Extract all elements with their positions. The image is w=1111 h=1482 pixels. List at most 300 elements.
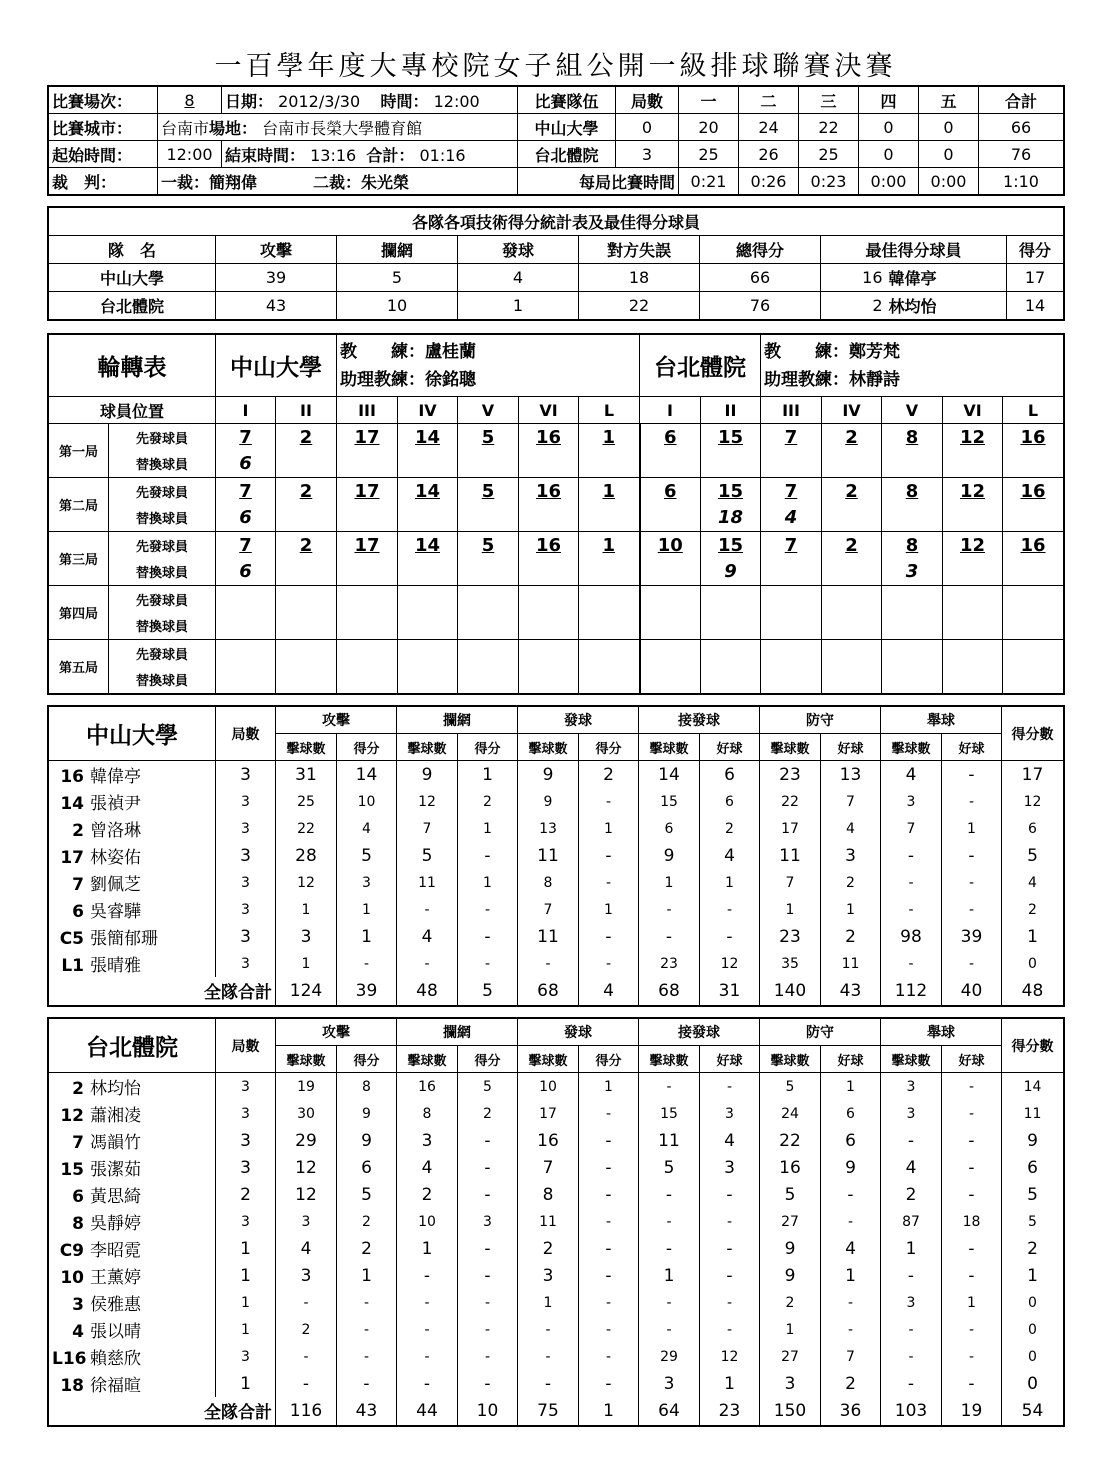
player-stat: 1: [397, 1235, 458, 1262]
page-title: 一百學年度大專校院女子組公開一級排球聯賽決賽: [214, 51, 897, 82]
player-stat: 7: [518, 1154, 579, 1181]
sub-number: [701, 451, 761, 478]
sub-number: [1003, 451, 1064, 478]
player-stat: -: [881, 1316, 942, 1343]
starter-label: 先發球員: [109, 586, 216, 613]
player-number: 4: [72, 1322, 84, 1342]
best-player-no: 16: [821, 264, 886, 292]
player-stat: -: [942, 788, 1002, 815]
summary-serve: 1: [458, 292, 579, 320]
player-stat: 2: [821, 869, 881, 896]
player-number: C9: [59, 1241, 84, 1261]
stats-sub-header: 得分: [458, 1046, 518, 1073]
position-header: III: [761, 397, 822, 424]
sub-number: [579, 613, 640, 640]
player-stat: 6: [1002, 815, 1064, 842]
player-stat: 1: [579, 815, 639, 842]
set-label: 第一局: [49, 424, 109, 478]
player-stat: -: [337, 1370, 397, 1397]
score-cell: 24: [739, 114, 799, 141]
player-stat: 3: [639, 1370, 700, 1397]
player-stat: 2: [216, 1181, 276, 1208]
player-cell: [49, 923, 216, 950]
starter-number: [640, 586, 701, 613]
player-cell: [49, 1100, 216, 1127]
set-time: 0:23: [799, 168, 859, 195]
player-stat: 3: [216, 761, 276, 789]
sub-number: [882, 667, 943, 694]
score-header: 一: [679, 87, 739, 114]
summary-row: [49, 264, 1064, 292]
rotation-sub-row: [49, 667, 1064, 694]
player-stat: 3: [700, 1100, 760, 1127]
player-stat: 8: [337, 1073, 397, 1101]
player-stat: 5: [1002, 1208, 1064, 1235]
player-name: 張潔茹: [90, 1160, 141, 1180]
player-stat: 1: [216, 1316, 276, 1343]
player-cell: [49, 1343, 216, 1370]
sub-number: [882, 505, 943, 532]
team-stats-table-b: [48, 1018, 1064, 1426]
player-stat: 1: [1002, 1262, 1064, 1289]
score-cell: 22: [799, 114, 859, 141]
player-stat: 14: [639, 761, 700, 789]
position-header: V: [458, 397, 519, 424]
score-header: 二: [739, 87, 799, 114]
best-player-no: 2: [821, 292, 886, 320]
stats-group-header: 發球: [518, 1019, 639, 1046]
rotation-sub-row: [49, 505, 1064, 532]
player-stat: 3: [458, 1208, 518, 1235]
starter-number: 6: [640, 424, 701, 451]
player-stat: -: [518, 1316, 579, 1343]
sub-number: [579, 451, 640, 478]
sub-number: [458, 559, 519, 586]
starter-number: [943, 586, 1003, 613]
player-number: C5: [59, 929, 84, 949]
referee1: 簡翔偉: [209, 172, 258, 192]
player-cell: [49, 1262, 216, 1289]
player-stat: 11: [397, 869, 458, 896]
stats-points-header: 得分數: [1002, 1019, 1064, 1073]
player-stat: -: [579, 1370, 639, 1397]
player-stat: 10: [518, 1073, 579, 1101]
starter-number: [398, 640, 458, 667]
player-stat: 1: [700, 869, 760, 896]
end-label: 結束時間：: [225, 145, 306, 165]
starter-number: 8: [882, 424, 943, 451]
sub-number: [398, 613, 458, 640]
summary-attack: 39: [216, 264, 337, 292]
player-stat: 3: [216, 1100, 276, 1127]
player-cell: [49, 1154, 216, 1181]
team-total-value: 40: [942, 977, 1002, 1005]
player-stat: -: [397, 896, 458, 923]
sub-number: 9: [701, 559, 761, 586]
rotation-set-row: [49, 532, 1064, 559]
player-stat: -: [579, 1262, 639, 1289]
player-stat: -: [518, 1343, 579, 1370]
starter-number: [822, 586, 882, 613]
team-total-value: 19: [942, 1397, 1002, 1425]
sub-number: 6: [216, 559, 276, 586]
stats-sub-header: 得分: [458, 734, 518, 761]
player-stat: -: [700, 1316, 760, 1343]
sub-number: 18: [701, 505, 761, 532]
player-stat: 3: [276, 923, 337, 950]
player-row: [49, 1100, 1064, 1127]
team-total-value: 48: [397, 977, 458, 1005]
venue-label: 場地：: [209, 118, 258, 138]
sub-number: [1003, 613, 1064, 640]
player-stat: -: [942, 1262, 1002, 1289]
player-stat: -: [579, 1208, 639, 1235]
player-stat: 3: [216, 1343, 276, 1370]
player-stat: -: [518, 1370, 579, 1397]
player-row: [49, 1343, 1064, 1370]
player-stat: 2: [337, 1235, 397, 1262]
asst-a: 徐銘聰: [425, 369, 476, 390]
player-stat: 12: [700, 950, 760, 977]
player-stat: -: [518, 950, 579, 977]
player-stat: 6: [700, 761, 760, 789]
player-name: 徐福暄: [90, 1376, 141, 1396]
player-stat: -: [821, 1208, 881, 1235]
position-header: II: [276, 397, 337, 424]
match-no: 8: [158, 87, 222, 114]
stats-points-header: 得分數: [1002, 707, 1064, 761]
stats-sub-header: 擊球數: [518, 1046, 579, 1073]
best-player-points: 14: [1007, 292, 1064, 320]
rotation-sub-row: [49, 613, 1064, 640]
starter-number: [882, 586, 943, 613]
player-stat: 3: [881, 1289, 942, 1316]
player-stat: 5: [760, 1181, 821, 1208]
stats-group-header: 防守: [760, 1019, 881, 1046]
player-stat: 5: [458, 1073, 518, 1101]
player-stat: 29: [639, 1343, 700, 1370]
starter-number: 7: [761, 478, 822, 505]
player-row: [49, 1262, 1064, 1289]
player-stat: 8: [518, 869, 579, 896]
starter-number: 1: [579, 424, 640, 451]
match-no-label: 比賽場次：: [49, 87, 158, 114]
player-name: 李昭霓: [90, 1241, 141, 1261]
starter-number: 12: [943, 478, 1003, 505]
player-name: 劉佩芝: [90, 875, 141, 895]
asst-label: 助理教練：: [340, 369, 425, 390]
sub-number: [276, 559, 337, 586]
player-stat: 6: [1002, 1154, 1064, 1181]
team-total-value: 68: [639, 977, 700, 1005]
rotation-set-row: [49, 478, 1064, 505]
starter-number: [216, 640, 276, 667]
player-stat: 1: [821, 896, 881, 923]
starter-number: [519, 640, 579, 667]
starter-number: 17: [337, 478, 398, 505]
player-number: 6: [72, 1187, 84, 1207]
score-cell: 20: [679, 114, 739, 141]
player-stat: 16: [760, 1154, 821, 1181]
player-row: [49, 923, 1064, 950]
summary-total: 76: [700, 292, 821, 320]
player-stat: -: [458, 1343, 518, 1370]
player-stat: -: [579, 950, 639, 977]
player-stat: 11: [518, 842, 579, 869]
player-stat: 22: [276, 815, 337, 842]
rotation-team-a: 中山大學: [216, 335, 337, 397]
position-header: L: [579, 397, 640, 424]
sub-number: [579, 505, 640, 532]
starter-number: [822, 640, 882, 667]
team-total-value: 23: [700, 1397, 760, 1425]
stats-sub-header: 擊球數: [276, 1046, 337, 1073]
player-stat: 5: [337, 1181, 397, 1208]
starter-number: 8: [882, 532, 943, 559]
player-stat: -: [942, 950, 1002, 977]
sub-label: 替換球員: [109, 451, 216, 478]
player-stat: -: [881, 869, 942, 896]
player-number: 10: [60, 1268, 84, 1288]
set-label: 第五局: [49, 640, 109, 694]
player-stat: 3: [216, 842, 276, 869]
position-header: IV: [822, 397, 882, 424]
player-stat: 1: [821, 1262, 881, 1289]
stats-sub-header: 得分: [579, 1046, 639, 1073]
player-name: 黃思綺: [90, 1187, 141, 1207]
player-stat: -: [881, 1127, 942, 1154]
player-stat: -: [579, 1154, 639, 1181]
best-player-name: 韓偉亭: [886, 264, 1007, 292]
player-cell: [49, 1073, 216, 1101]
player-cell: [49, 1208, 216, 1235]
player-stat: 1: [216, 1289, 276, 1316]
player-stat: 0: [1002, 1343, 1064, 1370]
player-row: [49, 1316, 1064, 1343]
player-stat: 1: [881, 1235, 942, 1262]
score-cell: 66: [979, 114, 1064, 141]
player-stat: 11: [518, 923, 579, 950]
player-stat: -: [276, 1370, 337, 1397]
player-stat: -: [276, 1289, 337, 1316]
player-number: 6: [72, 902, 84, 922]
player-stat: 1: [760, 896, 821, 923]
player-number: 2: [72, 1079, 84, 1099]
starter-number: [761, 640, 822, 667]
player-stat: 1: [579, 1073, 639, 1101]
player-stat: 2: [700, 815, 760, 842]
player-cell: [49, 815, 216, 842]
player-stat: 7: [760, 869, 821, 896]
sub-number: 6: [216, 451, 276, 478]
summary-header: 攔網: [337, 236, 458, 264]
player-stat: 27: [760, 1208, 821, 1235]
summary-header: 最佳得分球員: [821, 236, 1007, 264]
player-stat: 22: [760, 788, 821, 815]
player-row: [49, 788, 1064, 815]
player-stat: -: [700, 1208, 760, 1235]
stats-sub-header: 好球: [821, 1046, 881, 1073]
sub-number: [882, 451, 943, 478]
starter-number: 2: [276, 424, 337, 451]
set-label: 第三局: [49, 532, 109, 586]
player-stat: 8: [518, 1181, 579, 1208]
starter-label: 先發球員: [109, 424, 216, 451]
starter-number: 5: [458, 532, 519, 559]
player-stat: -: [337, 950, 397, 977]
stats-group-header: 攻擊: [276, 1019, 397, 1046]
sub-number: [519, 451, 579, 478]
player-stat: 4: [276, 1235, 337, 1262]
sub-number: [1003, 667, 1064, 694]
team-total-value: 68: [518, 977, 579, 1005]
player-stat: -: [881, 1370, 942, 1397]
starter-number: 14: [398, 424, 458, 451]
player-stat: 9: [337, 1127, 397, 1154]
position-header: L: [1003, 397, 1064, 424]
stats-sub-header: 擊球數: [639, 734, 700, 761]
player-stat: 27: [760, 1343, 821, 1370]
sub-number: [337, 613, 398, 640]
sub-number: [337, 451, 398, 478]
position-header: I: [640, 397, 701, 424]
stats-sub-header: 好球: [700, 734, 760, 761]
player-stat: -: [579, 1100, 639, 1127]
sub-label: 替換球員: [109, 667, 216, 694]
player-number: 15: [60, 1160, 84, 1180]
sub-number: 3: [882, 559, 943, 586]
player-stat: -: [639, 1316, 700, 1343]
player-number: 2: [72, 821, 84, 841]
player-stat: -: [579, 1181, 639, 1208]
set-time: 0:00: [919, 168, 979, 195]
player-stat: 3: [821, 842, 881, 869]
player-stat: 3: [881, 1100, 942, 1127]
position-header: VI: [943, 397, 1003, 424]
player-stat: 9: [337, 1100, 397, 1127]
player-row: [49, 815, 1064, 842]
player-stat: -: [579, 1289, 639, 1316]
player-cell: [49, 1316, 216, 1343]
stats-sub-header: 擊球數: [397, 1046, 458, 1073]
player-cell: [49, 788, 216, 815]
sub-number: [519, 559, 579, 586]
rotation-set-row: [49, 586, 1064, 613]
starter-number: 7: [761, 424, 822, 451]
sub-number: [458, 667, 519, 694]
starter-number: [761, 586, 822, 613]
player-stat: 3: [337, 869, 397, 896]
sub-number: [337, 667, 398, 694]
player-stat: 11: [639, 1127, 700, 1154]
player-stat: -: [821, 1289, 881, 1316]
player-name: 張以晴: [90, 1322, 141, 1342]
player-stat: -: [397, 950, 458, 977]
summary-table: [48, 207, 1064, 320]
set-label: 第四局: [49, 586, 109, 640]
set-label: 第二局: [49, 478, 109, 532]
player-stat: -: [579, 923, 639, 950]
asst-label: 助理教練：: [764, 369, 849, 390]
starter-number: 15: [701, 532, 761, 559]
stats-sub-header: 擊球數: [881, 1046, 942, 1073]
player-stat: 3: [216, 815, 276, 842]
player-stat: 11: [821, 950, 881, 977]
player-stat: -: [579, 788, 639, 815]
player-stat: -: [337, 1343, 397, 1370]
score-cell: 3: [616, 141, 679, 168]
player-stat: 13: [518, 815, 579, 842]
position-header: I: [216, 397, 276, 424]
starter-number: 2: [822, 532, 882, 559]
player-stat: 1: [639, 1262, 700, 1289]
date-time-cell: [222, 87, 518, 114]
player-stat: -: [700, 1262, 760, 1289]
sub-number: [761, 667, 822, 694]
player-name: 林姿佑: [90, 848, 141, 868]
score-header: 四: [859, 87, 919, 114]
player-stat: 2: [881, 1181, 942, 1208]
player-name: 張禎尹: [90, 794, 141, 814]
player-row: [49, 1073, 1064, 1101]
summary-team: 台北體院: [49, 292, 216, 320]
stats-team-name: 中山大學: [49, 707, 216, 761]
summary-header: 攻擊: [216, 236, 337, 264]
player-stat: 4: [397, 1154, 458, 1181]
player-stat: 11: [760, 842, 821, 869]
player-stat: -: [458, 842, 518, 869]
starter-number: 16: [519, 532, 579, 559]
player-stat: 3: [276, 1262, 337, 1289]
starter-number: [276, 640, 337, 667]
player-stat: 3: [216, 950, 276, 977]
team-total-value: 4: [579, 977, 639, 1005]
stats-sub-header: 得分: [579, 734, 639, 761]
player-stat: -: [458, 896, 518, 923]
player-stat: 2: [821, 1370, 881, 1397]
player-row: [49, 842, 1064, 869]
starter-number: 2: [276, 478, 337, 505]
player-stat: 4: [821, 815, 881, 842]
player-stat: 3: [216, 923, 276, 950]
summary-errors: 22: [579, 292, 700, 320]
coach-label: 教 練：: [340, 341, 425, 362]
team-total-label: 全隊合計: [49, 1397, 276, 1425]
player-stat: -: [458, 1154, 518, 1181]
summary-total: 66: [700, 264, 821, 292]
rotation-title: 輪轉表: [49, 335, 216, 397]
player-stat: -: [700, 923, 760, 950]
player-stat: -: [942, 869, 1002, 896]
player-name: 侯雅惠: [90, 1295, 141, 1315]
sub-number: [519, 667, 579, 694]
player-stat: 2: [458, 1100, 518, 1127]
player-cell: [49, 950, 216, 977]
player-stat: 3: [397, 1127, 458, 1154]
player-stat: 1: [216, 1262, 276, 1289]
player-stat: -: [397, 1343, 458, 1370]
player-stat: 0: [1002, 950, 1064, 977]
set-time: 0:21: [679, 168, 739, 195]
sub-number: [943, 559, 1003, 586]
player-stat: 18: [942, 1208, 1002, 1235]
team-total-value: 39: [337, 977, 397, 1005]
player-stat: -: [942, 761, 1002, 789]
player-stat: -: [942, 1100, 1002, 1127]
team-total-value: 31: [700, 977, 760, 1005]
player-cell: [49, 842, 216, 869]
sub-label: 替換球員: [109, 559, 216, 586]
